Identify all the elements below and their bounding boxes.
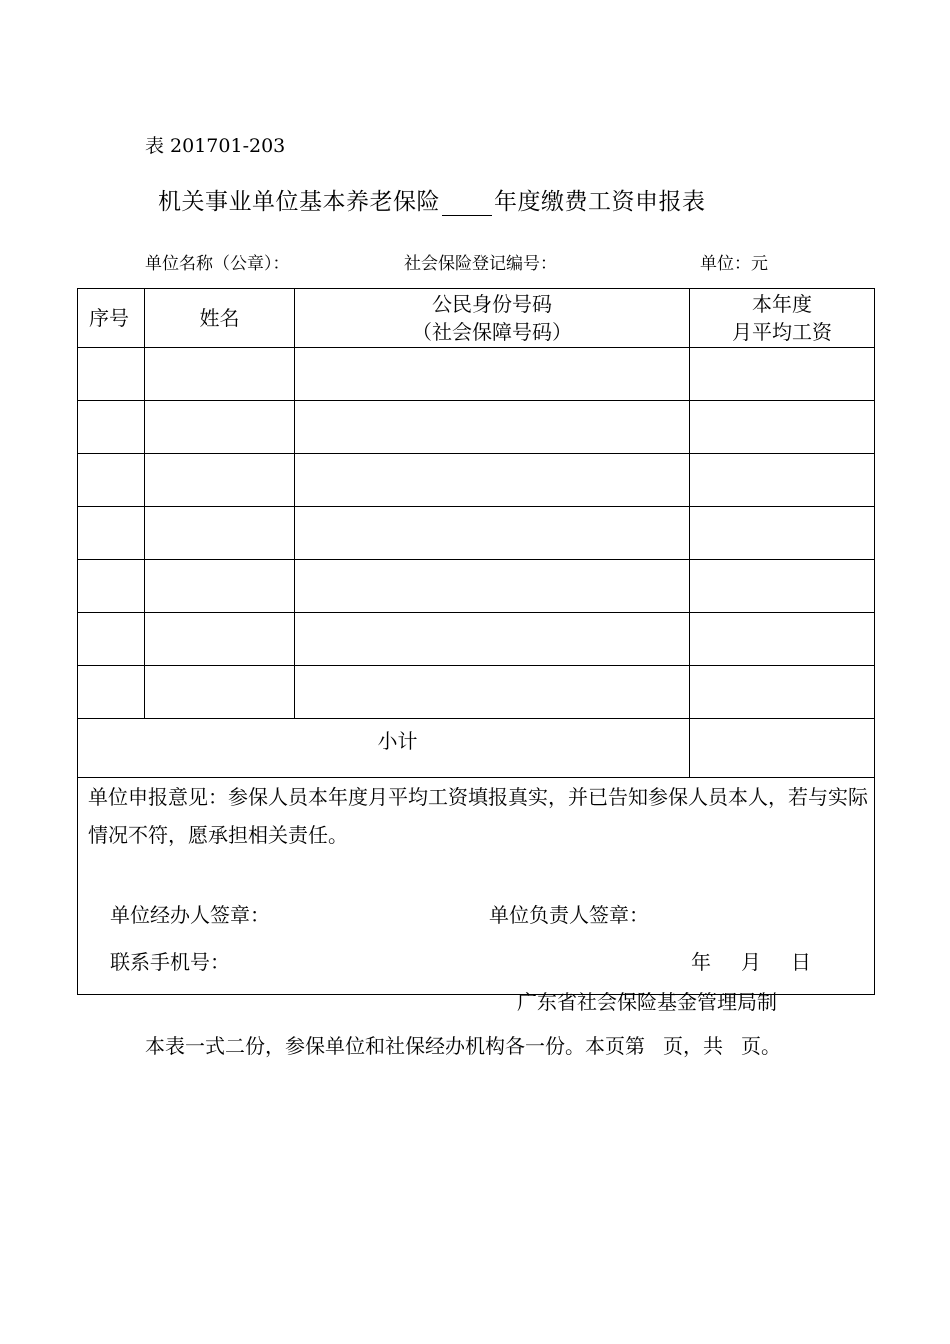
wage-cell[interactable] [690, 348, 875, 401]
header-monthly-wage [690, 289, 875, 348]
header-id-line1: 公民身份号码 [432, 292, 552, 316]
header-wage-line2: 月平均工资 [732, 320, 832, 344]
year-blank[interactable] [442, 191, 492, 216]
issuer-label: 广东省社会保险基金管理局制 [517, 990, 777, 1014]
header-name: 姓名 [145, 289, 295, 348]
wage-cell[interactable] [690, 401, 875, 454]
seq-cell[interactable] [78, 613, 145, 666]
table-row [78, 454, 875, 507]
opinion-row [78, 778, 875, 995]
name-cell[interactable] [145, 401, 295, 454]
wage-cell[interactable] [690, 613, 875, 666]
table-row [78, 507, 875, 560]
handler-signature-label: 单位经办人签章： [110, 903, 270, 927]
id-number-cell[interactable] [295, 401, 690, 454]
id-number-cell[interactable] [295, 454, 690, 507]
opinion-cell [78, 778, 875, 995]
table-row [78, 613, 875, 666]
date-day: 日 [791, 950, 811, 974]
name-cell[interactable] [145, 348, 295, 401]
currency-unit-label: 单位：元 [700, 254, 768, 274]
header-id-number [295, 289, 690, 348]
date-month: 月 [741, 950, 761, 974]
seq-cell[interactable] [78, 666, 145, 719]
wage-declaration-table [77, 288, 875, 995]
name-cell[interactable] [145, 560, 295, 613]
id-number-cell[interactable] [295, 348, 690, 401]
subtotal-row [78, 719, 875, 778]
id-number-cell[interactable] [295, 613, 690, 666]
id-number-cell[interactable] [295, 560, 690, 613]
table-row [78, 348, 875, 401]
wage-cell[interactable] [690, 666, 875, 719]
header-wage-line1: 本年度 [752, 292, 812, 316]
seq-cell[interactable] [78, 454, 145, 507]
declaration-statement: 单位申报意见：参保人员本年度月平均工资填报真实，并已告知参保人员本人，若与实际情况不符，愿承担相关责任。 [88, 785, 868, 847]
id-number-cell[interactable] [295, 666, 690, 719]
phone-label: 联系手机号： [110, 950, 230, 974]
seq-cell[interactable] [78, 401, 145, 454]
form-number: 表 201701-203 [145, 135, 286, 157]
chief-signature-label: 单位负责人签章： [489, 903, 649, 927]
header-seq: 序号 [78, 289, 145, 348]
footnote-middle: 页，共 [663, 1034, 723, 1058]
footnote-main: 本表一式二份，参保单位和社保经办机构各一份。本页第 [145, 1034, 645, 1058]
footnote-end: 页。 [741, 1034, 781, 1058]
title-prefix: 机关事业单位基本养老保险 [158, 189, 440, 215]
header-id-line2: （社会保障号码） [412, 320, 572, 344]
page-title [158, 183, 706, 216]
seq-cell[interactable] [78, 507, 145, 560]
seq-cell[interactable] [78, 560, 145, 613]
table-row [78, 401, 875, 454]
unit-name-label: 单位名称（公章）： [145, 254, 290, 274]
subtotal-value-cell[interactable] [690, 719, 875, 778]
wage-cell[interactable] [690, 454, 875, 507]
id-number-cell[interactable] [295, 507, 690, 560]
registration-number-label: 社会保险登记编号： [404, 254, 557, 274]
name-cell[interactable] [145, 666, 295, 719]
name-cell[interactable] [145, 454, 295, 507]
table-row [78, 666, 875, 719]
title-suffix: 年度缴费工资申报表 [494, 189, 706, 215]
name-cell[interactable] [145, 507, 295, 560]
table-row [78, 560, 875, 613]
table-header-row [78, 289, 875, 348]
name-cell[interactable] [145, 613, 295, 666]
date-year: 年 [691, 950, 711, 974]
wage-cell[interactable] [690, 507, 875, 560]
subtotal-label: 小计 [78, 719, 690, 778]
date-field [691, 946, 811, 975]
footnote [145, 1030, 781, 1059]
seq-cell[interactable] [78, 348, 145, 401]
wage-cell[interactable] [690, 560, 875, 613]
